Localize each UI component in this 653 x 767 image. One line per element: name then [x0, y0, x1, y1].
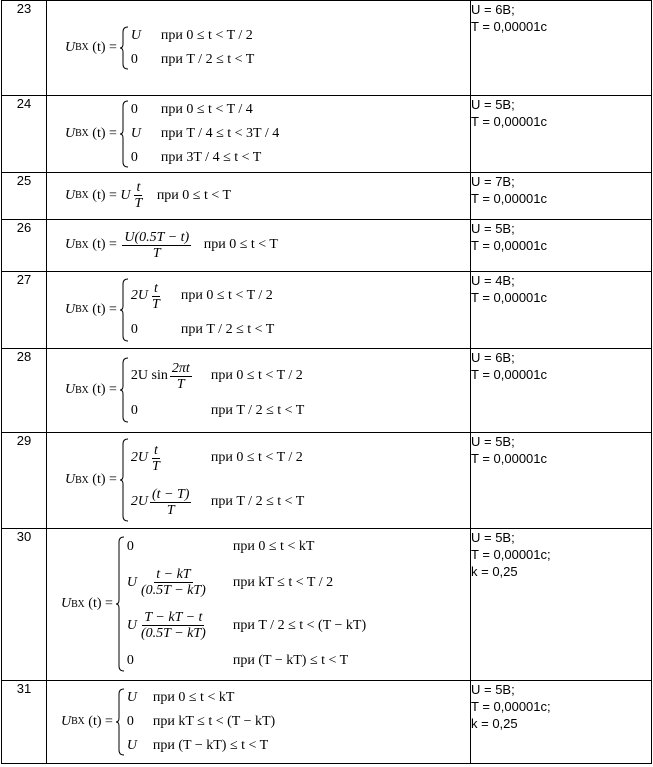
- case-line: [127, 690, 275, 706]
- formula-term: (t) =: [92, 187, 117, 203]
- fraction: [150, 281, 162, 312]
- fraction: [133, 180, 145, 211]
- formula-term: ВХ: [75, 304, 89, 315]
- case-expression: 0: [130, 322, 138, 338]
- fraction-denominator: T: [134, 196, 143, 211]
- table-row: [2, 349, 652, 433]
- formula-term: U: [120, 187, 131, 203]
- case-condition: при 0 ≤ t < T / 2: [180, 288, 273, 304]
- fraction-denominator: (0.5T − kT): [141, 583, 206, 598]
- case-condition: при 3T / 4 ≤ t < T: [160, 149, 262, 165]
- formula-term: (t) =: [88, 596, 113, 611]
- params-cell: U = 5В; T = 0,00001с: [471, 433, 652, 529]
- formula-cell: [47, 433, 471, 529]
- case-expression: 2U $\frac{t}{T}$: [130, 280, 160, 312]
- formula-term: U: [65, 301, 76, 317]
- fraction: [150, 487, 191, 518]
- formula-cell: [47, 529, 471, 681]
- variant-number: 28: [2, 349, 47, 433]
- fraction-numerator: t: [136, 180, 141, 195]
- case-expression: U: [126, 689, 138, 705]
- case-condition: при 0 ≤ t < T / 2: [160, 27, 253, 43]
- formula-term: ВХ: [75, 42, 89, 53]
- fraction: [170, 361, 192, 392]
- fraction: [150, 443, 162, 474]
- formula-term: U: [65, 125, 76, 141]
- case-line: [131, 28, 254, 44]
- case-line: [131, 281, 274, 312]
- fraction-denominator: T: [152, 245, 161, 261]
- formula-term: (t) =: [92, 237, 117, 252]
- brace: [119, 357, 129, 423]
- params-cell: U = 5В; T = 0,00001с: [471, 96, 652, 173]
- formula-term: U: [65, 39, 76, 55]
- formula-term: при 0 ≤ t < T: [203, 237, 278, 252]
- case-line: [127, 738, 275, 754]
- case-condition: при 0 ≤ t < T / 2: [210, 368, 303, 384]
- case-line: [131, 322, 274, 338]
- case-expression: 2U $\frac{t}{T}$: [130, 442, 160, 474]
- table-row: [2, 220, 652, 272]
- fraction: [122, 230, 191, 261]
- case-condition: при (T − kT) ≤ t < T: [152, 737, 269, 753]
- case-condition: при T / 2 ≤ t < T: [180, 322, 275, 338]
- brace: [115, 688, 125, 756]
- formula-term: (t) =: [92, 382, 117, 397]
- case-condition: при 0 ≤ t < T / 2: [210, 450, 303, 465]
- formula-term: ВХ: [71, 716, 85, 727]
- variant-number: 23: [2, 1, 47, 96]
- formula-term: U: [65, 187, 76, 203]
- variant-number: 30: [2, 529, 47, 681]
- formula-term: ВХ: [75, 128, 89, 139]
- case-expression: 0: [130, 101, 138, 117]
- case-condition: при kT ≤ t < (T − kT): [152, 713, 276, 729]
- formula-term: ВХ: [71, 598, 85, 610]
- table-row: [2, 173, 652, 220]
- table-row: [2, 1, 652, 96]
- fraction-denominator: T: [152, 458, 160, 474]
- case-line: [127, 653, 366, 669]
- formula-term: (t) =: [92, 301, 117, 317]
- formula-term: ВХ: [75, 474, 89, 486]
- variant-number: 27: [2, 272, 47, 349]
- case-expression: 2U sin $\frac{2\pi t}{T}$: [130, 360, 190, 392]
- brace: [115, 536, 125, 672]
- variant-number: 29: [2, 433, 47, 529]
- params-cell: U = 6В; T = 0,00001с: [471, 1, 652, 96]
- formula-cell: [47, 220, 471, 272]
- fraction-numerator: U(0.5T − t): [124, 229, 190, 245]
- fraction: [139, 567, 208, 598]
- formula-term: ВХ: [75, 239, 89, 251]
- brace: [119, 26, 129, 70]
- case-expression: 0: [126, 539, 134, 554]
- case-expression: 0: [130, 149, 138, 165]
- brace: [119, 278, 129, 342]
- case-line: [131, 150, 279, 166]
- formula-term: U: [65, 472, 76, 487]
- brace: [119, 438, 129, 522]
- case-condition: при T / 2 ≤ t < T: [210, 403, 305, 419]
- formula-term: U: [61, 596, 72, 611]
- fraction-numerator: 2πt: [171, 360, 190, 376]
- case-expression: 0: [130, 403, 138, 419]
- fraction: [139, 610, 208, 641]
- formula-cell: [47, 96, 471, 173]
- fraction-denominator: T: [152, 296, 160, 312]
- case-line: [127, 714, 275, 730]
- fraction-numerator: (t − T): [152, 486, 190, 502]
- table-row: [2, 529, 652, 681]
- fraction-numerator: t: [153, 280, 158, 296]
- case-condition: при T / 2 ≤ t < T: [160, 51, 255, 67]
- case-condition: при 0 ≤ t < kT: [232, 539, 315, 554]
- formula-cell: [47, 349, 471, 433]
- variant-number: 31: [2, 681, 47, 764]
- variant-number: 26: [2, 220, 47, 272]
- table-row: [2, 433, 652, 529]
- case-line: [127, 610, 366, 641]
- formula-term: U: [61, 713, 72, 729]
- formula-term: (t) =: [92, 39, 117, 55]
- params-cell: U = 4В; T = 0,00001с: [471, 272, 652, 349]
- params-cell: U = 7В; T = 0,00001с: [471, 173, 652, 220]
- formula-term: при 0 ≤ t < T: [156, 187, 232, 203]
- case-line: [131, 487, 304, 518]
- variants-table: [1, 0, 652, 764]
- case-line: [131, 52, 254, 68]
- table-row: [2, 681, 652, 764]
- fraction-numerator: T − kT − t: [144, 610, 203, 625]
- formula-cell: [47, 272, 471, 349]
- fraction-denominator: T: [176, 376, 185, 392]
- case-expression: 2U $\frac{(t - T)}{T}$: [130, 486, 190, 518]
- params-cell: U = 5В; T = 0,00001с; k = 0,25: [471, 681, 652, 764]
- case-line: [127, 539, 366, 555]
- formula-term: ВХ: [75, 384, 89, 396]
- table-row: [2, 272, 652, 349]
- variant-number: 24: [2, 96, 47, 173]
- case-condition: при kT ≤ t < T / 2: [232, 574, 334, 590]
- case-expression: 0: [126, 653, 134, 668]
- case-expression: U $\frac{T - kT - t}{(0.5T - kT)}$: [126, 610, 206, 641]
- variant-number: 25: [2, 173, 47, 220]
- table-row: [2, 96, 652, 173]
- formula-term: ВХ: [75, 190, 89, 201]
- fraction-numerator: t − kT: [156, 567, 191, 582]
- formula-term: U: [65, 382, 76, 397]
- case-line: [131, 403, 304, 419]
- case-condition: при 0 ≤ t < kT: [152, 689, 235, 705]
- case-condition: при (T − kT) ≤ t < T: [232, 653, 349, 668]
- case-line: [127, 567, 366, 598]
- case-line: [131, 361, 304, 392]
- case-expression: U: [130, 125, 142, 141]
- params-cell: U = 6В; T = 0,00001с: [471, 349, 652, 433]
- case-line: [131, 126, 279, 142]
- case-expression: 0: [126, 713, 134, 729]
- fraction-denominator: T: [166, 502, 175, 518]
- case-expression: U: [126, 737, 138, 753]
- formula-cell: [47, 681, 471, 764]
- params-cell: U = 5В; T = 0,00001с: [471, 220, 652, 272]
- formula-term: U: [65, 237, 76, 252]
- case-expression: U $\frac{t - kT}{(0.5T - kT)}$: [126, 567, 206, 598]
- lhs: [65, 40, 117, 56]
- case-condition: при T / 4 ≤ t < 3T / 4: [160, 125, 280, 141]
- case-condition: при T / 2 ≤ t < T: [210, 494, 305, 509]
- case-line: [131, 443, 304, 474]
- case-expression: U: [130, 27, 142, 43]
- formula-term: (t) =: [88, 713, 113, 729]
- case-condition: при T / 2 ≤ t < (T − kT): [232, 617, 367, 633]
- formula-cell: [47, 173, 471, 220]
- case-expression: 0: [130, 51, 138, 67]
- formula-term: (t) =: [92, 125, 117, 141]
- fraction-numerator: t: [153, 442, 158, 458]
- case-line: [131, 102, 279, 118]
- formula-cell: [47, 1, 471, 96]
- fraction-denominator: (0.5T − kT): [141, 626, 206, 641]
- params-cell: U = 5В; T = 0,00001с; k = 0,25: [471, 529, 652, 681]
- brace: [119, 100, 129, 168]
- formula-term: (t) =: [92, 472, 117, 487]
- case-condition: при 0 ≤ t < T / 4: [160, 101, 253, 117]
